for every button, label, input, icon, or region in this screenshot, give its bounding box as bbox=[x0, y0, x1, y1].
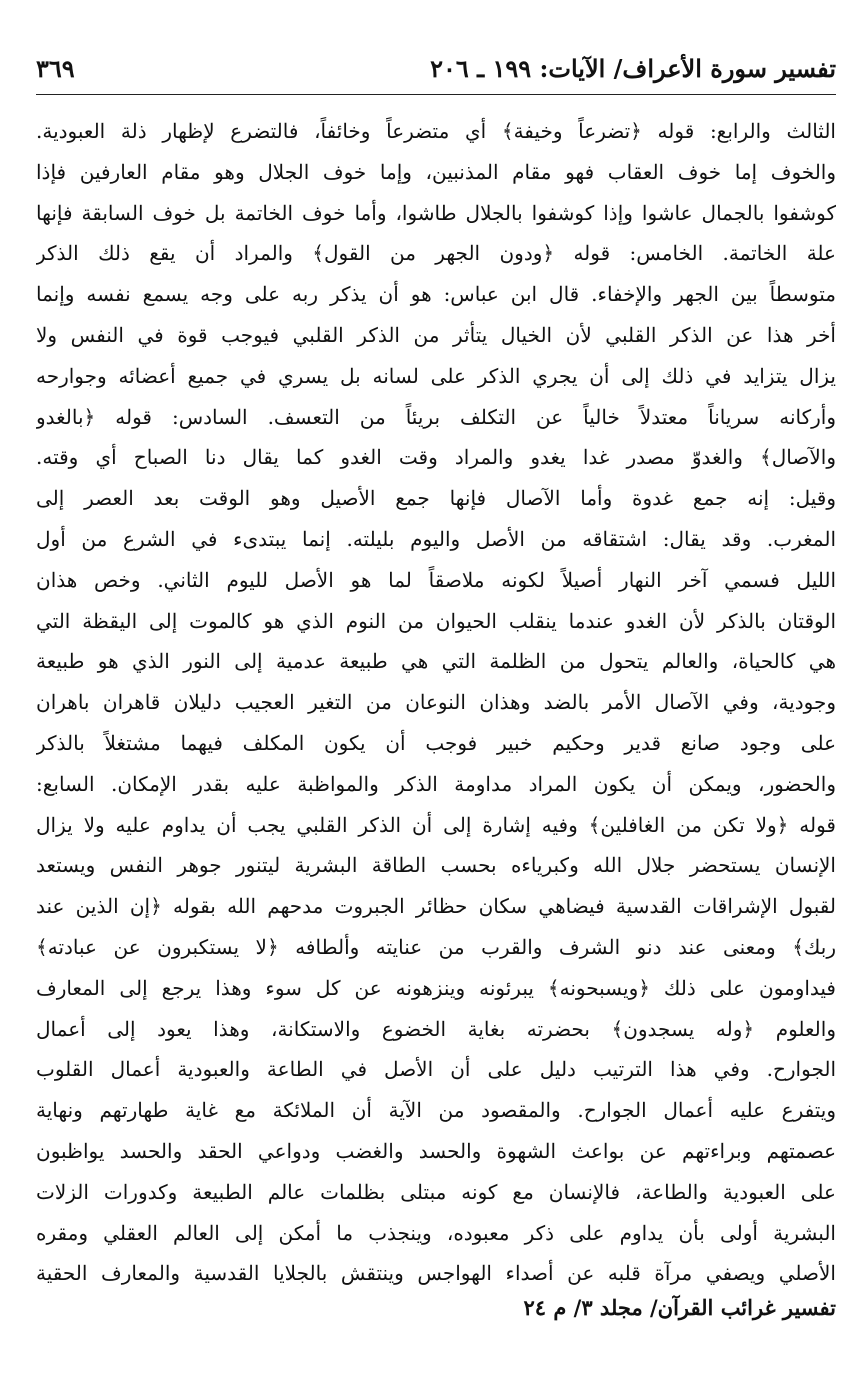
text-line: قوله ﴿ولا تكن من الغافلين﴾ وفيه إشارة إلى أن الذكر القلبي يجب أن يداوم عليه ولا يزال bbox=[36, 812, 836, 837]
text-line: هي كالحياة، والعالم يتحول من الظلمة التي هي طبيعة عدمية إلى النور الذي هو طبيعة bbox=[36, 649, 836, 674]
text-line: متوسطاً بين الجهر والإخفاء. قال ابن عباس: هو أن يذكر ربه على وجه يسمع نفسه وإنما bbox=[36, 282, 836, 307]
text-line: ربك﴾ ومعنى عند دنو الشرف والقرب من عنايته وألطافه ﴿لا يستكبرون عن عبادته﴾ bbox=[36, 934, 836, 959]
text-line: يزال يتزايد في ذلك إلى أن يجري الذكر على لسانه بل يسري في جميع أعضائه وجوارحه bbox=[36, 363, 836, 388]
page-number: ٣٦٩ bbox=[36, 54, 75, 83]
text-line: على وجود صانع قدير وحكيم خبير فوجب أن يكون المكلف فيهما مشتغلاً بالذكر bbox=[36, 730, 836, 755]
text-line: الإنسان يستحضر جلال الله وكبرياءه بحسب الطاقة البشرية ليتنور جوهر النفس ويستعد bbox=[36, 853, 836, 878]
text-line: الوقتان بالذكر لأن الغدو عندما ينقلب الحيوان من النوم الذي هو كالموت إلى اليقظة التي bbox=[36, 608, 836, 633]
text-line: المغرب. وقد يقال: اشتقاقه من الأصل واليوم بليلته. إنما يبتدىء في الشرع من أول bbox=[36, 526, 836, 551]
footer-signature: تفسير غرائب القرآن/ مجلد ٣/ م ٢٤ bbox=[523, 1295, 836, 1320]
text-line: والخوف إما خوف العقاب فهو مقام المذنبين، وإما خوف الجلال وهو مقام العارفين فإذا bbox=[36, 159, 836, 184]
running-header bbox=[36, 50, 836, 95]
text-line: الليل فسمي آخر النهار أصيلاً لكونه ملاصقاً لما هو الأصل لليوم الثاني. وخص هذان bbox=[36, 567, 836, 592]
text-line: الجوارح. وفي هذا الترتيب دليل على أن الأصل في الطاعة والعبودية أعمال القلوب bbox=[36, 1057, 836, 1082]
text-line: لقبول الإشراقات القدسية فيضاهي سكان حظائر الجبروت مدحهم الله بقوله ﴿إن الذين عند bbox=[36, 894, 836, 919]
text-line: والحضور، ويمكن أن يكون المراد مداومة الذكر والمواظبة عليه بقدر الإمكان. السابع: bbox=[36, 771, 836, 796]
text-line: فيداومون على ذلك ﴿ويسبحونه﴾ يبرئونه وينزهونه عن كل سوء وهذا يرجع إلى المعارف bbox=[36, 975, 836, 1000]
text-line: على العبودية والطاعة، فالإنسان مع كونه مبتلى بظلمات عالم الطبيعة وكدورات الزلات bbox=[36, 1179, 836, 1204]
text-line: الثالث والرابع: قوله ﴿تضرعاً وخيفة﴾ أي متضرعاً وخائفاً، فالتضرع لإظهار ذلة العبودية. bbox=[36, 119, 836, 143]
text-line: ويتفرع عليه أعمال الجوارح. والمقصود من الآية أن الملائكة مع غاية طهارتهم ونهاية bbox=[36, 1098, 836, 1123]
text-line: عصمتهم وبراءتهم عن بواعث الشهوة والحسد والغضب ودواعي الحقد والحسد يواظبون bbox=[36, 1138, 836, 1163]
text-line: البشرية أولى بأن يداوم على ذكر معبوده، وينجذب ما أمكن إلى العالم العقلي ومقره bbox=[36, 1220, 836, 1245]
text-line: وجودية، وفي الآصال الأمر بالضد وهذان النوعان من التغير العجيب دليلان قاهران باهران bbox=[36, 690, 836, 715]
text-line: كوشفوا بالجمال عاشوا وإذا كوشفوا بالجلال طاشوا، وأما خوف الخاتمة بل خوف السابقة فإنها bbox=[36, 200, 836, 225]
text-line: وقيل: إنه جمع غدوة وأما الآصال فإنها جمع الأصيل وهو الوقت بعد العصر إلى bbox=[36, 486, 836, 511]
text-line: وأركانه سرياناً معتدلاً خالياً عن التكلف بريئاً من التعسف. السادس: قوله ﴿بالغدو bbox=[36, 404, 836, 429]
text-line: والعلوم ﴿وله يسجدون﴾ بحضرته بغاية الخضوع والاستكانة، وهذا يعود إلى أعمال bbox=[36, 1016, 836, 1041]
text-line: الأصلي ويصفي مرآة قلبه عن أصداء الهواجس وينتقش بالجلايا القدسية والمعارف الحقية bbox=[36, 1261, 836, 1286]
text-line: علة الخاتمة. الخامس: قوله ﴿ودون الجهر من القول﴾ والمراد أن يقع ذلك الذكر bbox=[36, 241, 836, 266]
book-page bbox=[36, 50, 836, 1350]
text-line: والآصال﴾ والغدوّ مصدر غدا يغدو والمراد وقت الغدو كما يقال دنا الصباح أي وقته. bbox=[36, 445, 836, 470]
text-line: أخر هذا عن الذكر القلبي لأن الخيال يتأثر من الذكر القلبي فيوجب قوة في النفس ولا bbox=[36, 322, 836, 347]
body-text bbox=[36, 111, 836, 1294]
header-title: تفسير سورة الأعراف/ الآيات: ١٩٩ ـ ٢٠٦ bbox=[430, 54, 836, 83]
